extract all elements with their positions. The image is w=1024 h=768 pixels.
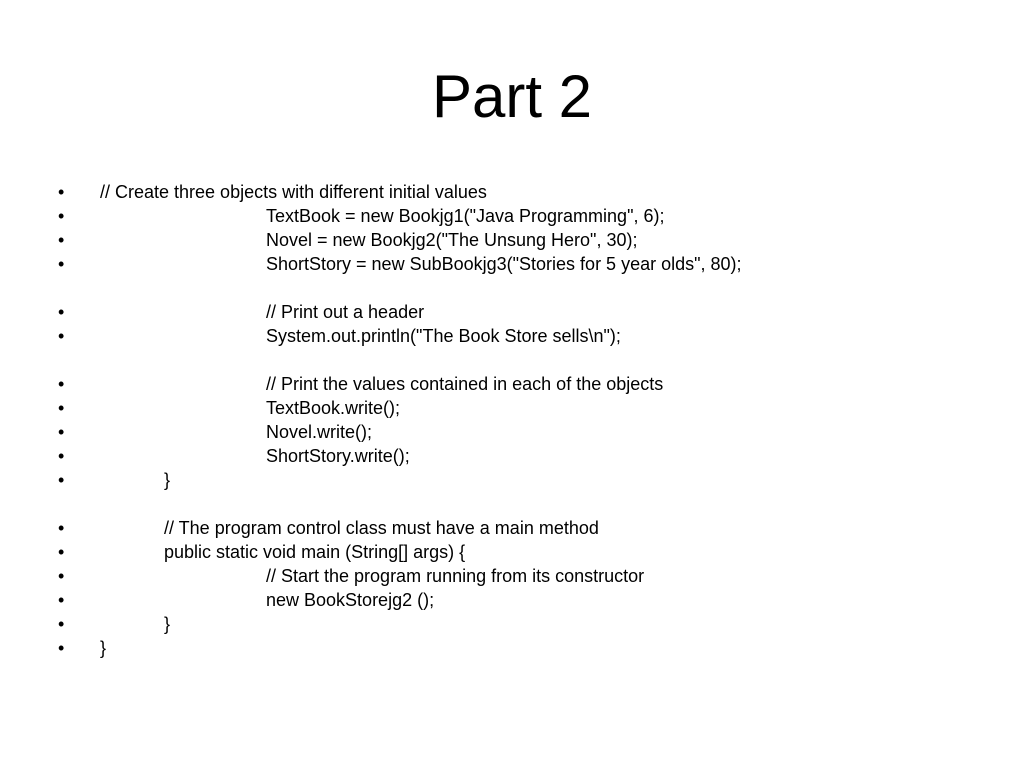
list-item <box>0 612 1024 636</box>
bullet-icon: • <box>58 254 65 274</box>
list-item <box>0 564 1024 588</box>
code-line: TextBook = new Bookjg1("Java Programming", 6); <box>266 206 665 226</box>
list-item <box>0 516 1024 540</box>
code-line: new BookStorejg2 (); <box>266 590 435 610</box>
list-item <box>0 540 1024 564</box>
list-item <box>0 228 1024 252</box>
bullet-icon: • <box>58 470 65 490</box>
list-item <box>0 588 1024 612</box>
blank-line <box>0 492 1024 516</box>
bullet-icon: • <box>58 518 65 538</box>
list-item <box>0 324 1024 348</box>
code-bullet-list <box>0 180 1024 660</box>
code-line: ShortStory = new SubBookjg3("Stories for 5 year olds", 80); <box>266 254 742 274</box>
code-line: } <box>100 638 107 658</box>
code-line: Novel.write(); <box>266 422 373 442</box>
list-item <box>0 180 1024 204</box>
code-line: // Print out a header <box>266 302 425 322</box>
bullet-icon: • <box>58 590 65 610</box>
bullet-icon: • <box>58 206 65 226</box>
code-line: System.out.println("The Book Store sells\n"); <box>266 326 621 346</box>
code-line: } <box>164 614 171 634</box>
list-item <box>0 204 1024 228</box>
code-line: } <box>164 470 171 490</box>
slide-title: Part 2 <box>431 63 593 130</box>
bullet-icon: • <box>58 374 65 394</box>
bullet-icon: • <box>58 326 65 346</box>
list-item <box>0 636 1024 660</box>
bullet-icon: • <box>58 542 65 562</box>
list-item <box>0 372 1024 396</box>
code-line: // Start the program running from its constructor <box>266 566 645 586</box>
code-line: TextBook.write(); <box>266 398 401 418</box>
bullet-icon: • <box>58 422 65 442</box>
code-line: // Create three objects with different initial values <box>100 182 487 202</box>
list-item <box>0 468 1024 492</box>
bullet-icon: • <box>58 446 65 466</box>
code-line: // Print the values contained in each of the objects <box>266 374 664 394</box>
blank-line <box>0 348 1024 372</box>
bullet-icon: • <box>58 638 65 658</box>
bullet-icon: • <box>58 566 65 586</box>
code-line: ShortStory.write(); <box>266 446 410 466</box>
list-item <box>0 252 1024 276</box>
list-item <box>0 396 1024 420</box>
bullet-icon: • <box>58 182 65 202</box>
bullet-icon: • <box>58 230 65 250</box>
list-item <box>0 300 1024 324</box>
code-line: // The program control class must have a main method <box>164 518 599 538</box>
blank-line <box>0 276 1024 300</box>
list-item <box>0 444 1024 468</box>
bullet-icon: • <box>58 398 65 418</box>
code-line: public static void main (String[] args) { <box>164 542 466 562</box>
code-line: Novel = new Bookjg2("The Unsung Hero", 30); <box>266 230 638 250</box>
bullet-icon: • <box>58 614 65 634</box>
bullet-icon: • <box>58 302 65 322</box>
list-item <box>0 420 1024 444</box>
